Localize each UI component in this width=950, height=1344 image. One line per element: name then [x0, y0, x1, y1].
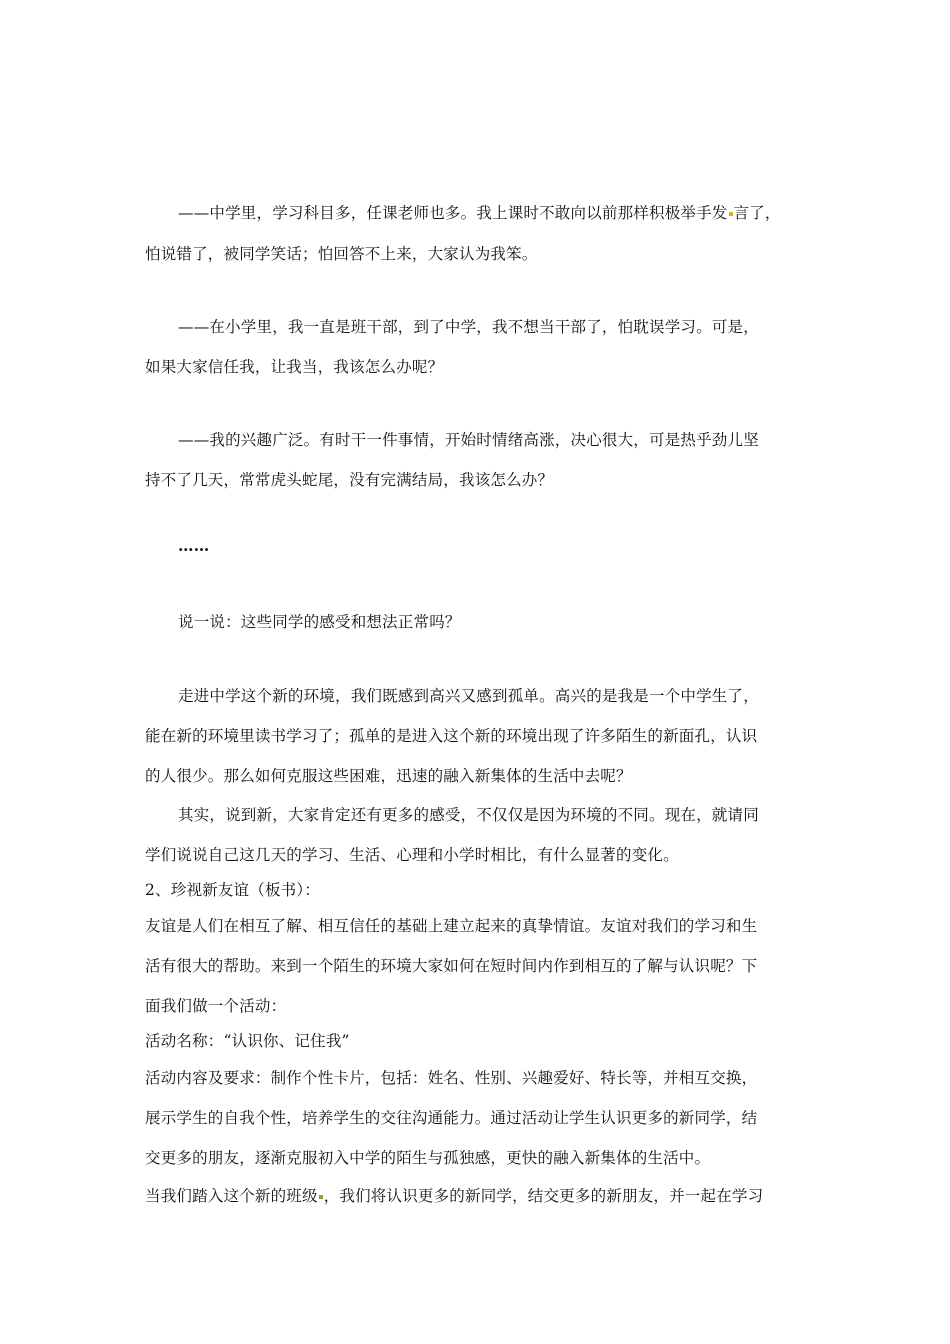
text-run: 当我们踏入这个新的班级 [145, 1187, 318, 1205]
paragraph-line: 如果大家信任我，让我当，我该怎么办呢？ [145, 358, 444, 376]
paragraph-line: 说一说：这些同学的感受和想法正常吗？ [178, 613, 461, 631]
paragraph-line [145, 1184, 763, 1206]
activity-name: 活动名称：“认识你、记住我” [145, 1032, 350, 1050]
highlight-mark [319, 1195, 323, 1199]
paragraph-line: 能在新的环境里读书学习了；孤单的是进入这个新的环境出现了许多陌生的新面孔，认识 [145, 727, 758, 745]
paragraph-line: 友谊是人们在相互了解、相互信任的基础上建立起来的真挚情谊。友谊对我们的学习和生 [145, 917, 758, 935]
paragraph-line: ——我的兴趣广泛。有时干一件事情，开始时情绪高涨，决心很大，可是热乎劲儿坚 [178, 431, 759, 449]
paragraph-line: 持不了几天，常常虎头蛇尾，没有完满结局，我该怎么办？ [145, 471, 554, 489]
paragraph-line: 走进中学这个新的环境，我们既感到高兴又感到孤单。高兴的是我是一个中学生了， [178, 687, 759, 705]
highlight-mark [729, 212, 733, 216]
paragraph-line [178, 201, 781, 223]
paragraph-line: ——在小学里，我一直是班干部，到了中学，我不想当干部了，怕耽误学习。可是， [178, 318, 759, 336]
paragraph-line: 面我们做一个活动： [145, 997, 287, 1015]
paragraph-line: 交更多的朋友，逐渐克服初入中学的陌生与孤独感，更快的融入新集体的生活中。 [145, 1149, 711, 1167]
paragraph-line: 怕说错了，被同学笑话；怕回答不上来，大家认为我笨。 [145, 245, 538, 263]
paragraph-line: 展示学生的自我个性，培养学生的交往沟通能力。通过活动让学生认识更多的新同学，结 [145, 1109, 758, 1127]
text-run: ——中学里，学习科目多，任课老师也多。我上课时不敢向以前那样积极举手发 [178, 204, 728, 222]
paragraph-line: 活动内容及要求：制作个性卡片，包括：姓名、性别、兴趣爱好、特长等，并相互交换， [145, 1069, 758, 1087]
section-heading: 2、珍视新友谊（板书）： [145, 881, 321, 899]
text-run: 言了， [733, 204, 781, 222]
paragraph-line: 其实，说到新，大家肯定还有更多的感受，不仅仅是因为环境的不同。现在，就请同 [178, 806, 759, 824]
paragraph-line: 活有很大的帮助。来到一个陌生的环境大家如何在短时间内作到相互的了解与认识呢？下 [145, 957, 758, 975]
text-run: ，我们将认识更多的新同学，结交更多的新朋友，并一起在学习 [323, 1187, 764, 1205]
paragraph-line: 的人很少。那么如何克服这些困难，迅速的融入新集体的生活中去呢？ [145, 767, 632, 785]
ellipsis-line: …… [178, 536, 210, 555]
paragraph-line: 学们说说自己这几天的学习、生活、心理和小学时相比，有什么显著的变化。 [145, 846, 679, 864]
